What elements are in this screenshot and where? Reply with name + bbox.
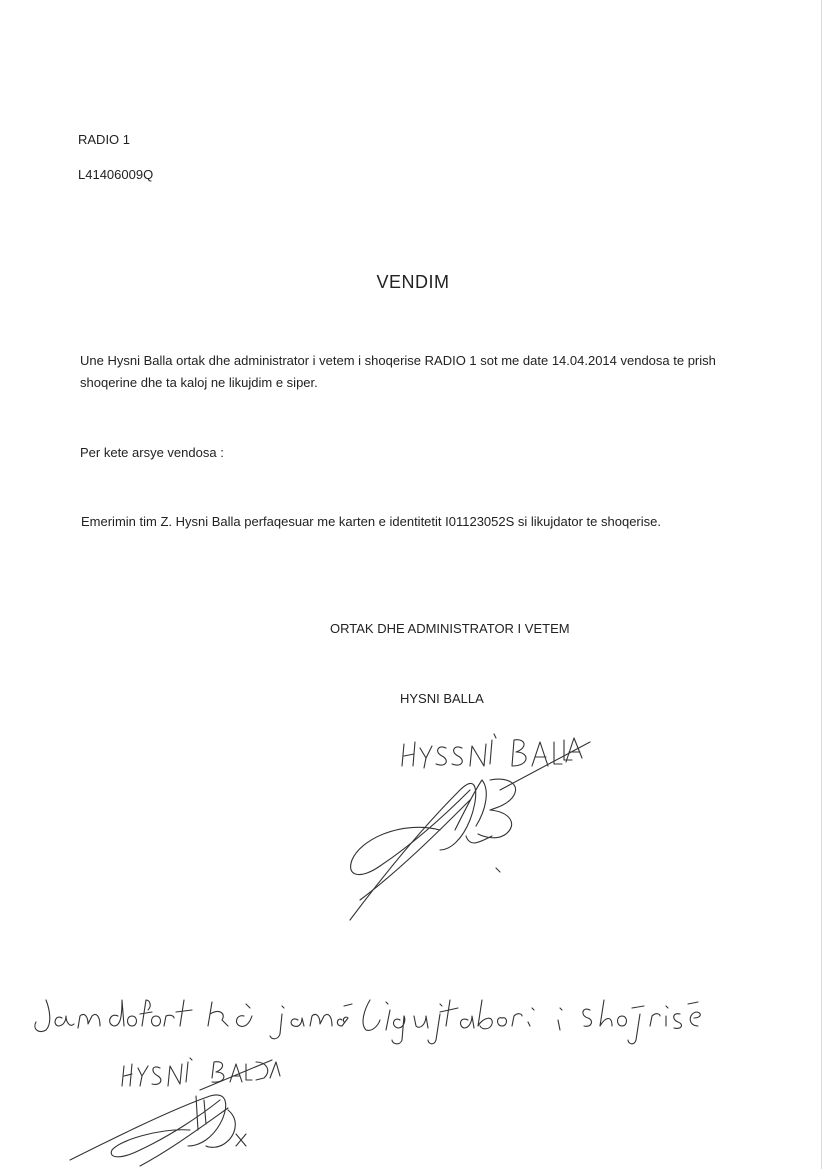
decision-paragraph: Une Hysni Balla ortak dhe administrator i vetem i shoqerise RADIO 1 sot me date 14.04.2014 vendosa te prish shoqerine dhe ta kaloj ne likujdim e siper.: [80, 353, 716, 390]
signatory-role: ORTAK DHE ADMINISTRATOR I VETEM: [330, 621, 570, 636]
signature-lower: [70, 1095, 246, 1166]
signature-upper: [350, 779, 516, 920]
handwritten-name-upper: [402, 734, 590, 790]
document-title: VENDIM: [376, 272, 450, 292]
handwritten-name-lower: [122, 1058, 280, 1090]
reason-line: Per kete arsye vendosa :: [80, 445, 224, 460]
company-name: RADIO 1: [78, 132, 131, 147]
signatory-name: HYSNI BALLA: [400, 691, 484, 706]
company-nipt: L41406009Q: [78, 167, 154, 182]
handwritten-acceptance: [35, 1000, 700, 1044]
appointment-line: Emerimin tim Z. Hysni Balla perfaqesuar me karten e identitetit I01123052S si likujdator te shoqerise.: [81, 514, 661, 529]
scan-edge-line: [821, 0, 822, 1169]
